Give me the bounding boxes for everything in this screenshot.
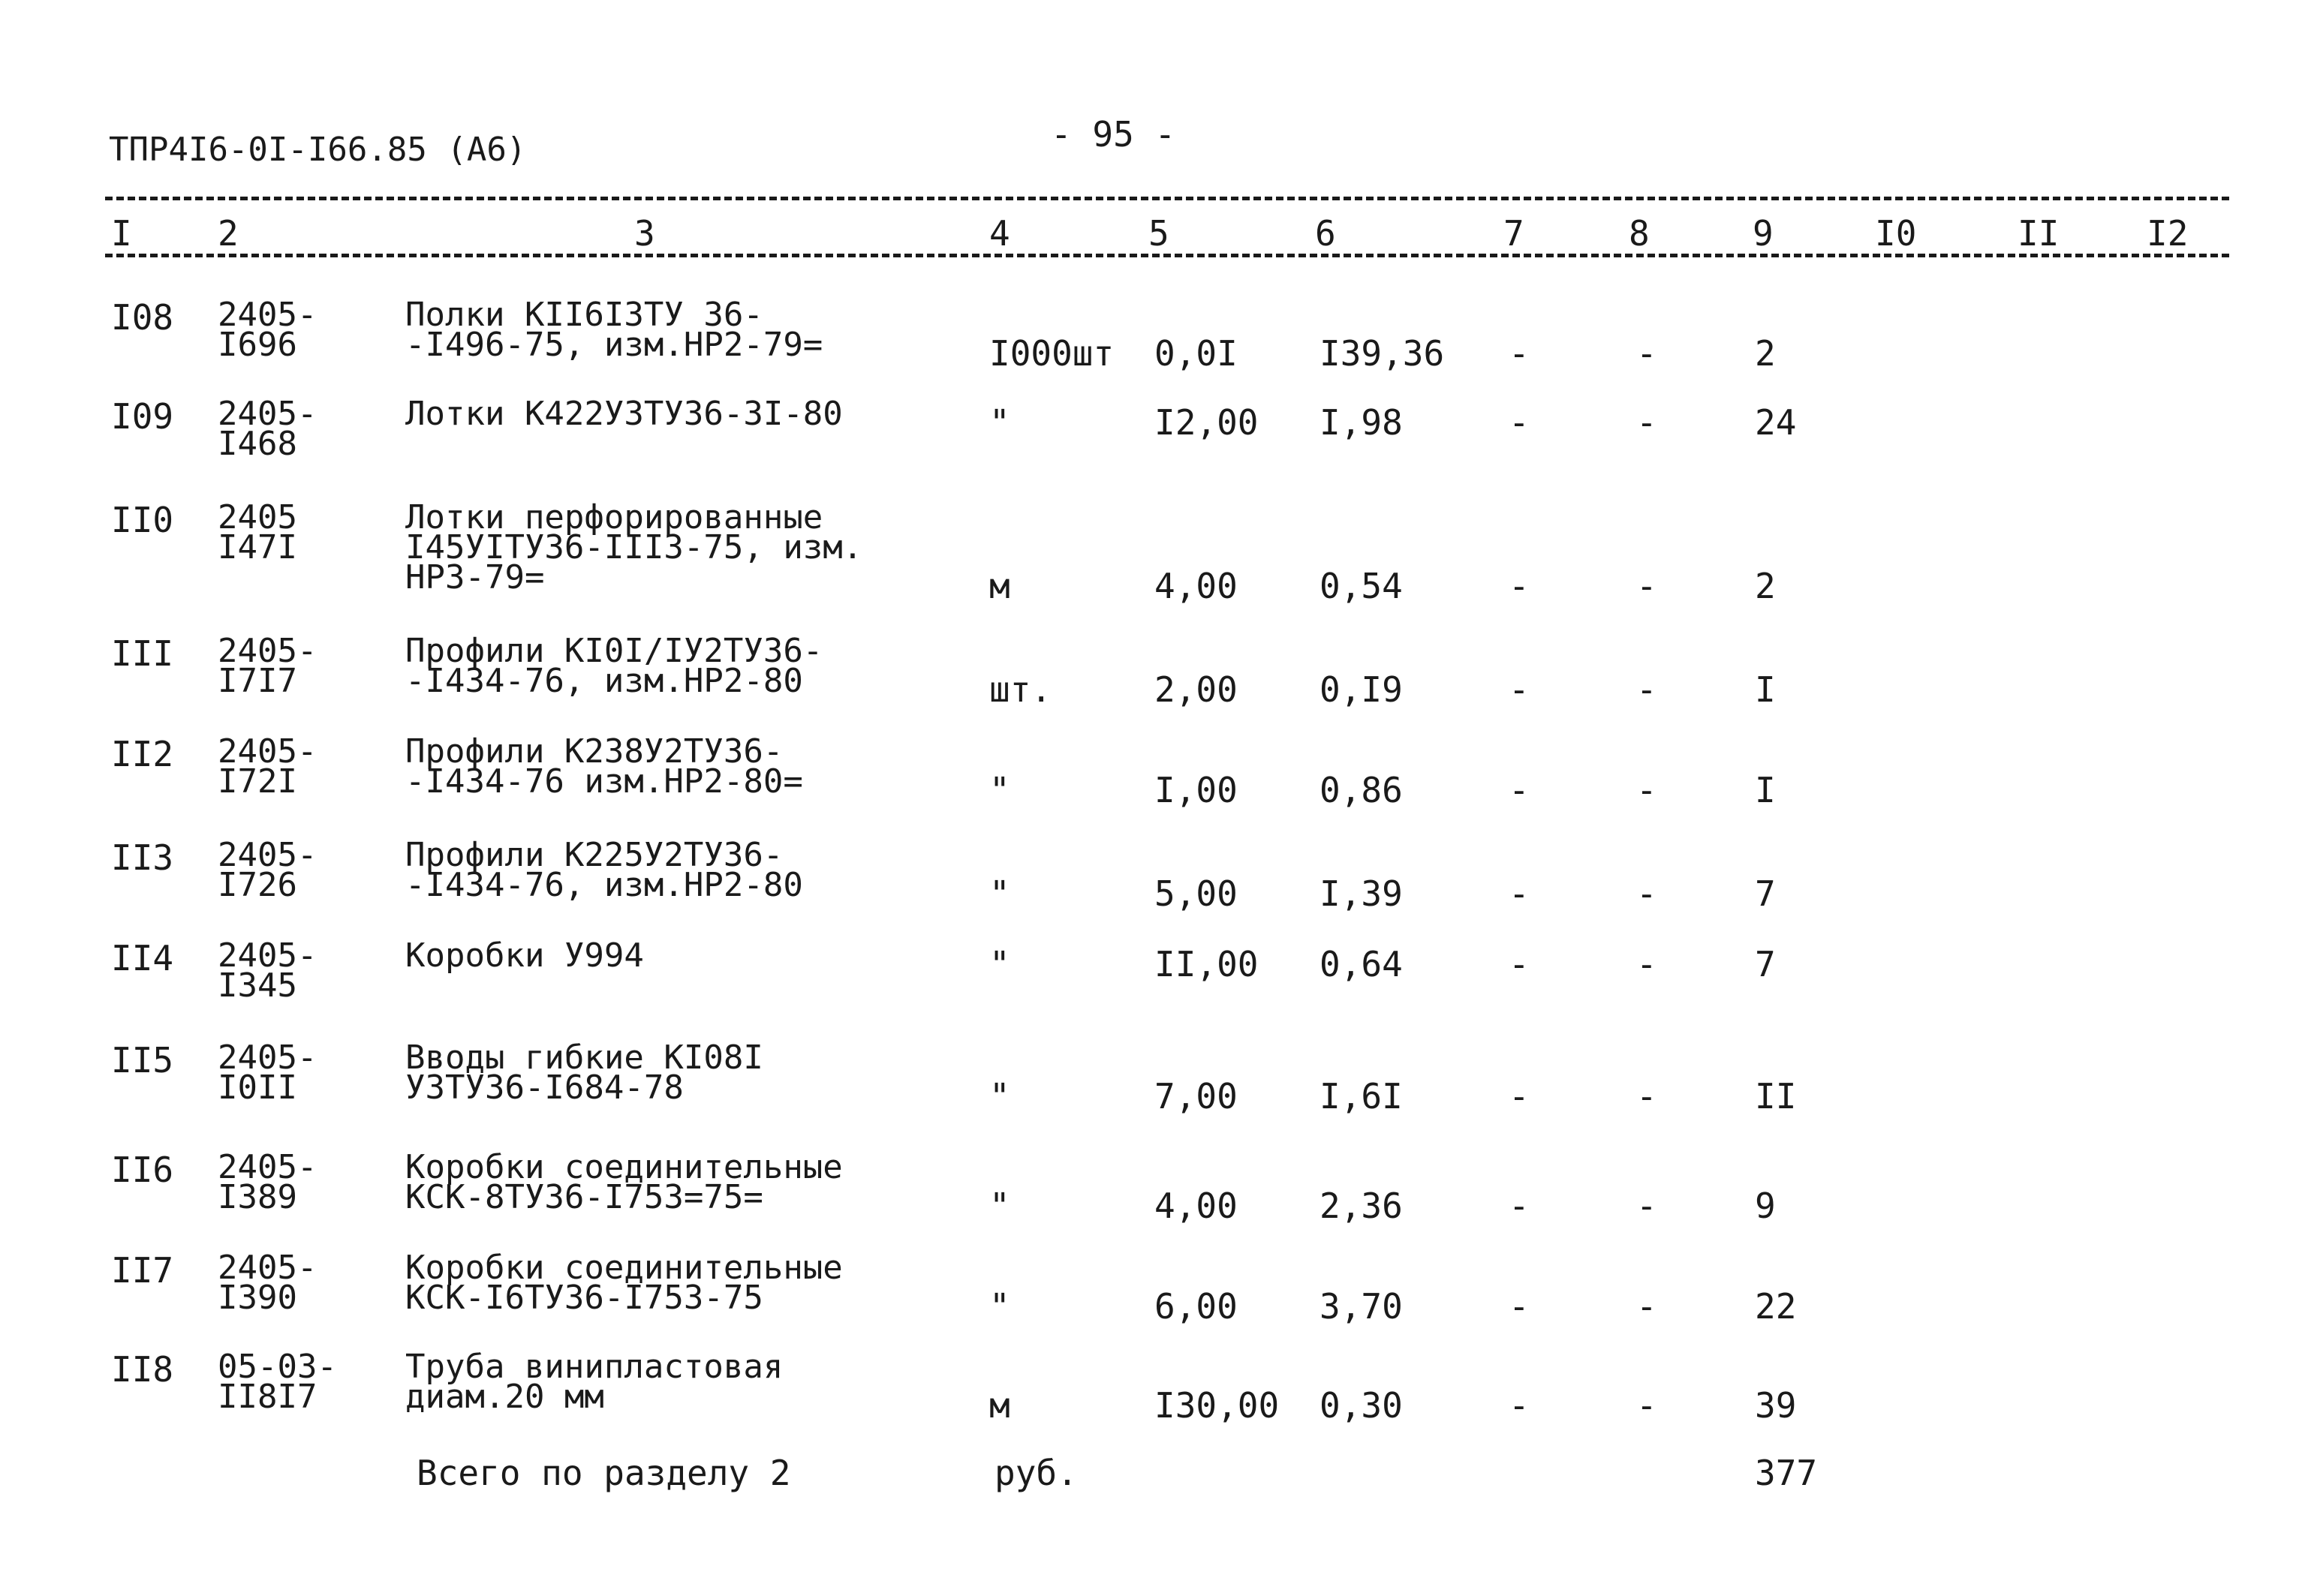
row-total: 9 xyxy=(1755,1186,1776,1226)
row-name: Коробки У994 xyxy=(405,936,644,975)
row-col8: - xyxy=(1636,566,1657,606)
row-total: 2 xyxy=(1755,566,1776,606)
row-name: Труба винипластовая xyxy=(405,1348,784,1386)
row-price: 0,64 xyxy=(1320,944,1403,984)
row-total: II xyxy=(1755,1076,1797,1117)
row-name: -I434-76, изм.НР2-80 xyxy=(405,662,803,700)
row-col8: - xyxy=(1636,669,1657,710)
row-total: 7 xyxy=(1755,944,1776,984)
column-number-9: 9 xyxy=(1753,213,1774,254)
row-quantity: 7,00 xyxy=(1154,1076,1238,1117)
column-number-8: 8 xyxy=(1629,213,1650,254)
row-name: Профили КI0I/IУ2ТУ36- xyxy=(405,632,823,670)
row-total: 22 xyxy=(1755,1286,1797,1327)
row-quantity: 6,00 xyxy=(1154,1286,1238,1327)
row-col7: - xyxy=(1509,333,1530,374)
column-number-12: I2 xyxy=(2147,213,2189,254)
row-code: I468 xyxy=(218,425,297,463)
row-position: II6 xyxy=(111,1150,174,1190)
row-unit: м xyxy=(989,1385,1010,1426)
row-col8: - xyxy=(1636,873,1657,914)
row-unit: м xyxy=(989,566,1010,606)
row-name: -I434-76, изм.НР2-80 xyxy=(405,866,803,904)
row-position: II2 xyxy=(111,734,174,774)
row-unit: " xyxy=(989,873,1010,914)
row-total: 24 xyxy=(1755,402,1797,443)
row-price: I,98 xyxy=(1320,402,1403,443)
row-col8: - xyxy=(1636,402,1657,443)
column-number-7: 7 xyxy=(1503,213,1524,254)
row-name: Вводы гибкие КI08I xyxy=(405,1038,763,1077)
row-quantity: 4,00 xyxy=(1154,1186,1238,1226)
row-position: II0 xyxy=(111,500,174,540)
page-number: - 95 - xyxy=(1051,114,1176,155)
row-price: 0,86 xyxy=(1320,770,1403,810)
row-price: I,6I xyxy=(1320,1076,1403,1117)
row-col7: - xyxy=(1509,669,1530,710)
row-total: 2 xyxy=(1755,333,1776,374)
row-code: 2405- xyxy=(218,936,317,975)
row-quantity: I,00 xyxy=(1154,770,1238,810)
row-col7: - xyxy=(1509,873,1530,914)
row-col8: - xyxy=(1636,333,1657,374)
summary-unit: руб. xyxy=(995,1453,1078,1493)
row-quantity: I30,00 xyxy=(1154,1385,1280,1426)
row-unit: " xyxy=(989,1186,1010,1226)
row-col7: - xyxy=(1509,944,1530,984)
row-code: 2405- xyxy=(218,836,317,874)
row-unit: " xyxy=(989,402,1010,443)
row-code: 2405- xyxy=(218,632,317,670)
row-name: У3ТУ36-I684-78 xyxy=(405,1069,684,1107)
row-total: 39 xyxy=(1755,1385,1797,1426)
row-name: -I434-76 изм.НР2-80= xyxy=(405,762,803,801)
row-quantity: I2,00 xyxy=(1154,402,1259,443)
row-col7: - xyxy=(1509,402,1530,443)
row-code: I7I7 xyxy=(218,662,297,700)
row-name: КСК-8ТУ36-I753=75= xyxy=(405,1178,763,1216)
document-code: ТПР4I6-0I-I66.85 (А6) xyxy=(109,131,527,169)
row-name: Профили К238У2ТУ36- xyxy=(405,732,784,771)
row-code: 2405 xyxy=(218,498,297,537)
row-code: 2405- xyxy=(218,732,317,771)
row-code: I726 xyxy=(218,866,297,904)
column-number-11: II xyxy=(2018,213,2060,254)
row-total: I xyxy=(1755,669,1776,710)
row-position: I09 xyxy=(111,396,174,437)
row-code: I390 xyxy=(218,1279,297,1317)
row-col7: - xyxy=(1509,1076,1530,1117)
column-number-3: 3 xyxy=(634,213,655,254)
row-code: I345 xyxy=(218,966,297,1005)
row-name: Коробки соединительные xyxy=(405,1249,843,1287)
row-code: I47I xyxy=(218,528,297,567)
row-unit: " xyxy=(989,1286,1010,1327)
row-price: 0,I9 xyxy=(1320,669,1403,710)
row-code: 2405- xyxy=(218,1148,317,1186)
row-name: НР3-79= xyxy=(405,558,545,597)
row-position: II5 xyxy=(111,1040,174,1081)
dashed-rule-bottom xyxy=(105,254,2229,257)
row-col8: - xyxy=(1636,770,1657,810)
row-code: II8I7 xyxy=(218,1378,317,1416)
row-position: III xyxy=(111,633,174,674)
row-position: II8 xyxy=(111,1349,174,1390)
row-code: 2405- xyxy=(218,1038,317,1077)
dashed-rule-top xyxy=(105,197,2229,200)
row-name: Профили К225У2ТУ36- xyxy=(405,836,784,874)
row-code: 2405- xyxy=(218,1249,317,1287)
row-quantity: II,00 xyxy=(1154,944,1259,984)
row-quantity: 4,00 xyxy=(1154,566,1238,606)
row-quantity: 2,00 xyxy=(1154,669,1238,710)
row-col7: - xyxy=(1509,770,1530,810)
row-unit: I000шт xyxy=(989,333,1115,374)
row-total: I xyxy=(1755,770,1776,810)
row-col8: - xyxy=(1636,1385,1657,1426)
row-price: 2,36 xyxy=(1320,1186,1403,1226)
row-name: I45УIТУ36-III3-75, изм. xyxy=(405,528,863,567)
row-code: I696 xyxy=(218,326,297,364)
column-number-5: 5 xyxy=(1148,213,1169,254)
column-number-6: 6 xyxy=(1315,213,1336,254)
row-unit: шт. xyxy=(989,669,1052,710)
row-name: -I496-75, изм.НР2-79= xyxy=(405,326,823,364)
row-col7: - xyxy=(1509,1385,1530,1426)
row-price: 0,54 xyxy=(1320,566,1403,606)
row-name: Лотки перфорированные xyxy=(405,498,823,537)
row-price: 0,30 xyxy=(1320,1385,1403,1426)
row-unit: " xyxy=(989,944,1010,984)
row-price: I39,36 xyxy=(1320,333,1445,374)
row-name: КСК-I6ТУ36-I753-75 xyxy=(405,1279,763,1317)
row-quantity: 5,00 xyxy=(1154,873,1238,914)
row-price: I,39 xyxy=(1320,873,1403,914)
row-code: 05-03- xyxy=(218,1348,337,1386)
row-name: диам.20 мм xyxy=(405,1378,604,1416)
column-number-4: 4 xyxy=(989,213,1010,254)
column-number-2: 2 xyxy=(218,213,239,254)
row-col7: - xyxy=(1509,566,1530,606)
row-col8: - xyxy=(1636,944,1657,984)
summary-total: 377 xyxy=(1755,1453,1818,1493)
row-unit: " xyxy=(989,770,1010,810)
row-total: 7 xyxy=(1755,873,1776,914)
row-position: I08 xyxy=(111,297,174,338)
row-name: Полки КII6I3ТУ 36- xyxy=(405,296,763,334)
column-number-1: I xyxy=(111,213,132,254)
row-name: Лотки К422У3ТУ36-3I-80 xyxy=(405,395,843,433)
row-col8: - xyxy=(1636,1186,1657,1226)
row-code: I0II xyxy=(218,1069,297,1107)
row-code: 2405- xyxy=(218,296,317,334)
row-price: 3,70 xyxy=(1320,1286,1403,1327)
row-code: I72I xyxy=(218,762,297,801)
row-code: 2405- xyxy=(218,395,317,433)
row-position: II3 xyxy=(111,837,174,878)
row-code: I389 xyxy=(218,1178,297,1216)
row-col8: - xyxy=(1636,1076,1657,1117)
column-number-10: I0 xyxy=(1875,213,1917,254)
row-name: Коробки соединительные xyxy=(405,1148,843,1186)
row-unit: " xyxy=(989,1076,1010,1117)
row-col7: - xyxy=(1509,1186,1530,1226)
row-position: II7 xyxy=(111,1250,174,1291)
summary-label: Всего по разделу 2 xyxy=(417,1453,791,1493)
row-position: II4 xyxy=(111,938,174,978)
row-col8: - xyxy=(1636,1286,1657,1327)
row-quantity: 0,0I xyxy=(1154,333,1238,374)
row-col7: - xyxy=(1509,1286,1530,1327)
